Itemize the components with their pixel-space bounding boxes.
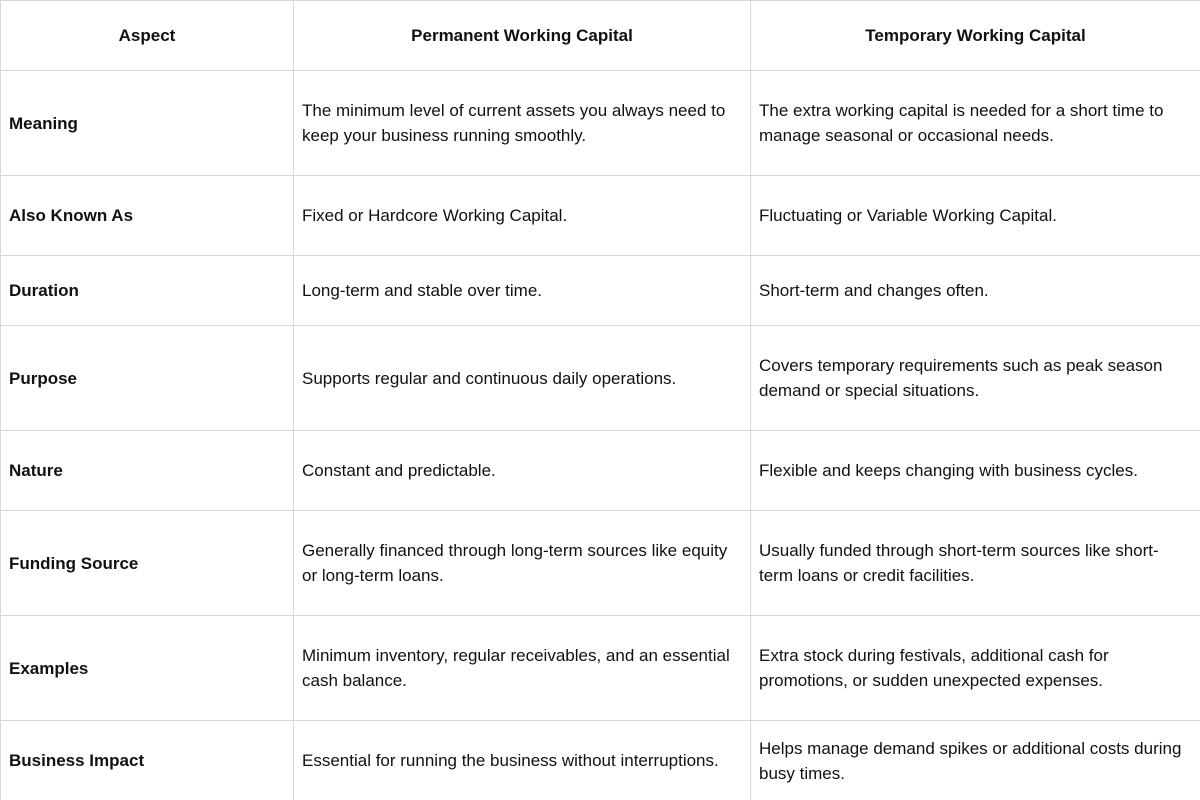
temporary-cell: Extra stock during festivals, additional cash for promotions, or sudden unexpected expenses. <box>751 616 1200 721</box>
temporary-cell: Flexible and keeps changing with business cycles. <box>751 431 1200 511</box>
aspect-cell: Duration <box>1 256 294 326</box>
permanent-cell: Long-term and stable over time. <box>294 256 751 326</box>
aspect-cell: Purpose <box>1 326 294 431</box>
aspect-cell: Nature <box>1 431 294 511</box>
table-row <box>1 431 1200 511</box>
aspect-cell: Meaning <box>1 71 294 176</box>
table-row <box>1 256 1200 326</box>
permanent-cell: Essential for running the business without interruptions. <box>294 721 751 800</box>
temporary-cell: Short-term and changes often. <box>751 256 1200 326</box>
permanent-cell: Supports regular and continuous daily operations. <box>294 326 751 431</box>
table-row <box>1 616 1200 721</box>
table-row <box>1 71 1200 176</box>
header-permanent: Permanent Working Capital <box>294 1 751 71</box>
table-row <box>1 326 1200 431</box>
table-row <box>1 176 1200 256</box>
header-aspect: Aspect <box>1 1 294 71</box>
temporary-cell: The extra working capital is needed for a short time to manage seasonal or occasional needs. <box>751 71 1200 176</box>
header-row <box>1 1 1200 71</box>
permanent-cell: Generally financed through long-term sources like equity or long-term loans. <box>294 511 751 616</box>
permanent-cell: The minimum level of current assets you always need to keep your business running smoothly. <box>294 71 751 176</box>
aspect-cell: Funding Source <box>1 511 294 616</box>
table-row <box>1 721 1200 800</box>
temporary-cell: Covers temporary requirements such as peak season demand or special situations. <box>751 326 1200 431</box>
table-row <box>1 511 1200 616</box>
aspect-cell: Examples <box>1 616 294 721</box>
header-temporary: Temporary Working Capital <box>751 1 1200 71</box>
aspect-cell: Also Known As <box>1 176 294 256</box>
permanent-cell: Minimum inventory, regular receivables, and an essential cash balance. <box>294 616 751 721</box>
temporary-cell: Helps manage demand spikes or additional costs during busy times. <box>751 721 1200 800</box>
permanent-cell: Fixed or Hardcore Working Capital. <box>294 176 751 256</box>
permanent-cell: Constant and predictable. <box>294 431 751 511</box>
temporary-cell: Fluctuating or Variable Working Capital. <box>751 176 1200 256</box>
aspect-cell: Business Impact <box>1 721 294 800</box>
temporary-cell: Usually funded through short-term sources like short-term loans or credit facilities. <box>751 511 1200 616</box>
